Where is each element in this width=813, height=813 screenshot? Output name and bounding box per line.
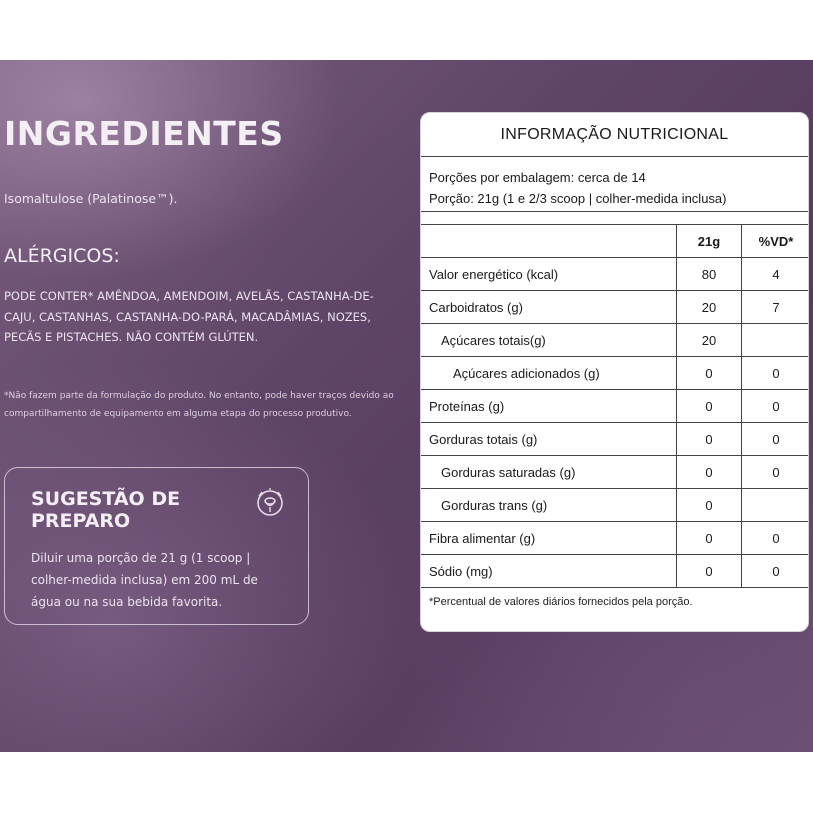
preparation-card [4,467,309,625]
preparation-text: Diluir uma porção de 21 g (1 scoop | colher-medida inclusa) em 200 mL de água ou na sua bebida favorita. [31,551,258,609]
table-row [421,324,809,357]
scoop-seal-icon [255,488,285,518]
nutrient-daily-value: 0 [742,390,810,423]
nutrient-name: Açúcares adicionados (g) [421,357,677,390]
table-row [421,291,809,324]
nutrient-daily-value: 0 [742,357,810,390]
nutrient-daily-value: 7 [742,291,810,324]
nutrition-footnote: *Percentual de valores diários fornecidos pela porção. [429,596,693,608]
nutrient-amount: 20 [677,291,742,324]
allergens-title: ALÉRGICOS: [4,245,120,267]
portions-per-package: Porções por embalagem: cerca de 14 [429,170,646,185]
nutrient-name: Proteínas (g) [421,390,677,423]
table-row [421,489,809,522]
nutrient-amount: 0 [677,522,742,555]
portion-size: Porção: 21g (1 e 2/3 scoop | colher-medida inclusa) [429,191,727,206]
nutrient-name: Valor energético (kcal) [421,258,677,291]
nutrient-header [421,225,677,258]
allergens-text: PODE CONTER* AMÊNDOA, AMENDOIM, AVELÃS, CASTANHA-DE-CAJU, CASTANHAS, CASTANHA-DO-PARÁ, MACADÂMIAS, NOZES, PECÃS E PISTACHES. NÃO CONTÉM GLÚTEN. [4,289,374,344]
nutrient-daily-value: 0 [742,555,810,588]
table-row [421,555,809,588]
nutrient-amount: 0 [677,489,742,522]
daily-value-column-header: %VD* [742,225,810,258]
nutrition-title: INFORMAÇÃO NUTRICIONAL [421,113,808,157]
nutrient-amount: 0 [677,555,742,588]
allergens-footnote: *Não fazem parte da formulação do produto. No entanto, pode haver traços devido ao compartilhamento de equipamento em alguma etapa do processo produtivo. [4,391,394,419]
nutrient-amount: 0 [677,456,742,489]
portion-column-header: 21g [677,225,742,258]
nutrient-amount: 0 [677,390,742,423]
nutrient-amount: 0 [677,423,742,456]
nutrient-amount: 20 [677,324,742,357]
nutrition-table [421,224,809,588]
nutrient-daily-value: 0 [742,423,810,456]
table-row [421,423,809,456]
nutrient-name: Açúcares totais(g) [421,324,677,357]
table-header-row [421,225,809,258]
nutrient-name: Carboidratos (g) [421,291,677,324]
nutrient-name: Sódio (mg) [421,555,677,588]
nutrition-facts-card [420,112,809,632]
table-row [421,390,809,423]
nutrient-daily-value: 0 [742,522,810,555]
ingredients-title: INGREDIENTES [4,114,284,153]
nutrient-amount: 0 [677,357,742,390]
nutrient-name: Fibra alimentar (g) [421,522,677,555]
nutrient-name: Gorduras trans (g) [421,489,677,522]
nutrient-name: Gorduras saturadas (g) [421,456,677,489]
nutrient-name: Gorduras totais (g) [421,423,677,456]
nutrient-daily-value [742,324,810,357]
nutrient-daily-value: 4 [742,258,810,291]
preparation-title: SUGESTÃO DE PREPARO [31,488,181,532]
product-info-panel [0,60,813,752]
table-row [421,522,809,555]
nutrient-daily-value: 0 [742,456,810,489]
table-row [421,456,809,489]
nutrient-daily-value [742,489,810,522]
ingredients-text: Isomaltulose (Palatinose™). [4,191,178,206]
table-row [421,258,809,291]
table-row [421,357,809,390]
nutrient-amount: 80 [677,258,742,291]
portion-info [421,157,808,212]
